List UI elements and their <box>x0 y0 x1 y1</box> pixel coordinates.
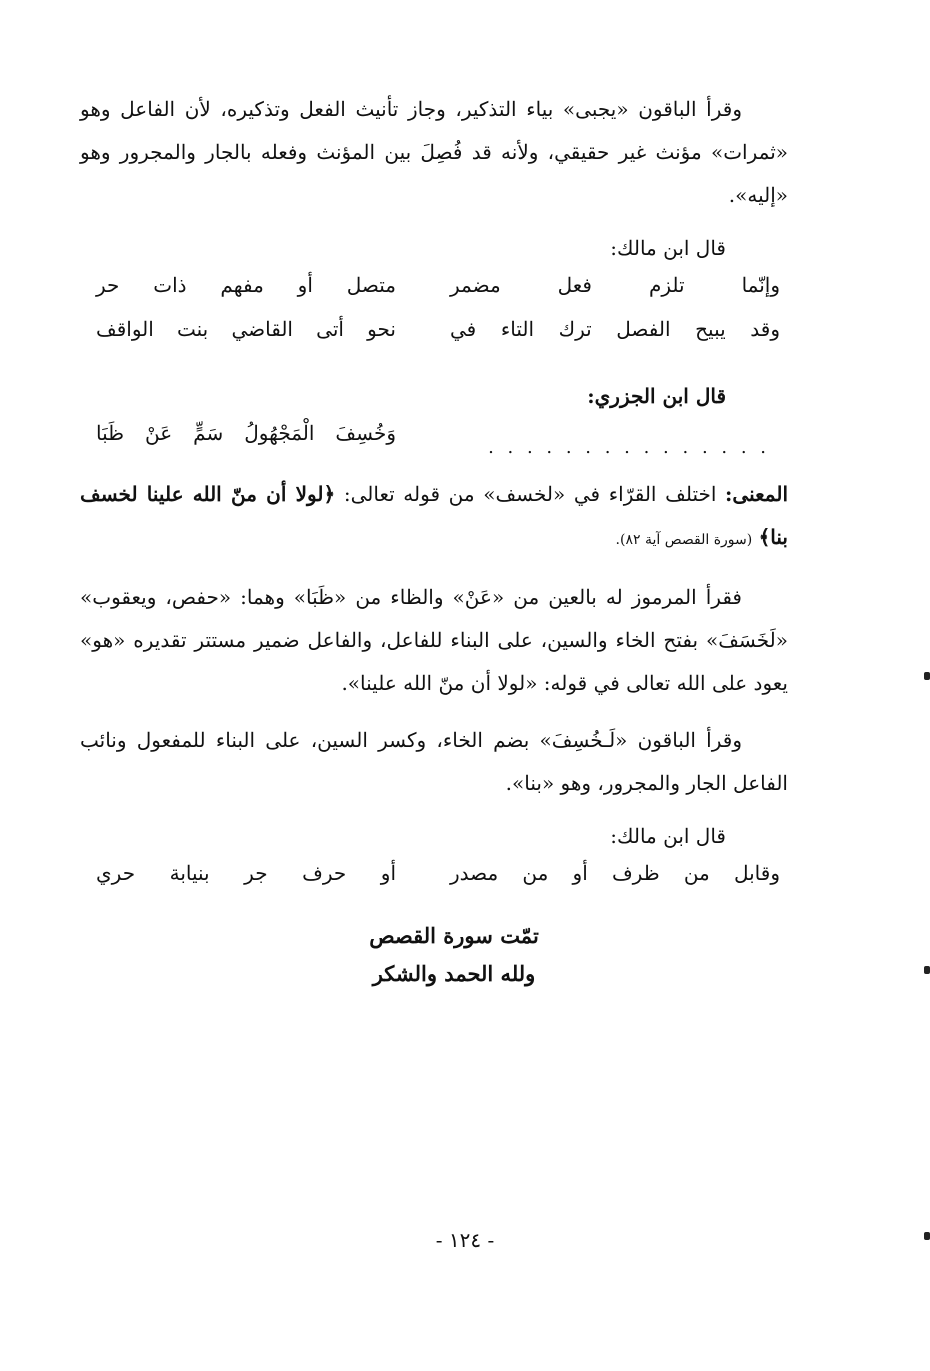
page-body <box>80 88 788 993</box>
verse-line-2 <box>80 313 788 357</box>
verse-1-second-hemistich: متصل أو مفهم ذات حر <box>96 273 396 297</box>
page-number: - ١٢٤ - <box>435 1228 495 1252</box>
meaning-label: المعنى: <box>725 482 788 506</box>
closing-note <box>80 917 788 993</box>
scan-edge-mark <box>924 966 930 974</box>
verse-4-first-hemistich: وقابل من ظرف أو من مصدر <box>450 861 780 885</box>
heading-ibn-al-jazari: قال ابن الجزري: <box>587 384 726 408</box>
verse-2-first-hemistich: وقد يبيح الفصل ترك التاء في <box>450 317 780 341</box>
heading-ibn-malik-2: قال ابن مالك: <box>610 824 726 848</box>
paragraph-reading-yujba: وقرأ الباقون «يجبى» بياء التذكير، وجاز تأنيث الفعل وتذكيره، لأن الفاعل وهو «ثمرات» مؤنث غير حقيقي، ولأنه قد فُصِلَ بين المؤنث وفعله بالجار والمجرور وهو «إليه». <box>80 97 788 207</box>
verse-line-1 <box>80 269 788 313</box>
paragraph-reading-khasafa: فقرأ المرموز له بالعين من «عَنْ» والظاء من «ظَبَا» وهما: «حفص، ويعقوب» «لَخَسَفَ» بفتح الخاء والسين، على البناء للفاعل، والفاعل ضمير مستتر تقديره «هو» يعود على الله تعالى في قوله: «لولا أن منّ الله علينا». <box>80 585 788 695</box>
verse-line-4 <box>80 857 788 901</box>
quran-reference: (سورة القصص آية ٨٢). <box>615 532 753 548</box>
verse-3-hemistich: وَخُسِفَ الْمَجْهُولُ سَمٍّ عَنْ ظَبَا <box>96 421 396 445</box>
closing-line-2: ولله الحمد والشكر <box>372 961 536 986</box>
scan-edge-mark <box>924 1232 930 1240</box>
paragraph-meaning <box>80 473 788 562</box>
meaning-text: اختلف القرّاء في «لخسف» من قوله تعالى: <box>343 482 717 506</box>
scan-edge-mark <box>924 672 930 680</box>
closing-line-1: تمّت سورة القصص <box>369 923 539 948</box>
verse-2-second-hemistich: نحو أتى القاضي بنت الواقف <box>96 317 396 341</box>
paragraph-reading-khusifa: وقرأ الباقون «لَـخُسِفَ» بضم الخاء، وكسر السين، على البناء للمفعول ونائب الفاعل الجار والمجرور، وهو «بنا». <box>80 728 788 795</box>
quran-quote: ﴿لولا أن منّ الله علينا لخسف بنا﴾ <box>80 482 788 549</box>
verse-1-first-hemistich: وإنّما تلزم فعل مضمر <box>450 273 780 297</box>
heading-ibn-malik-1: قال ابن مالك: <box>610 236 726 260</box>
ellipsis-dots: . . . . . . . . . . . . . . . <box>488 437 770 458</box>
verse-3-ellipsis <box>80 437 788 473</box>
verse-4-second-hemistich: أو حرف جر بنيابة حري <box>96 861 396 885</box>
